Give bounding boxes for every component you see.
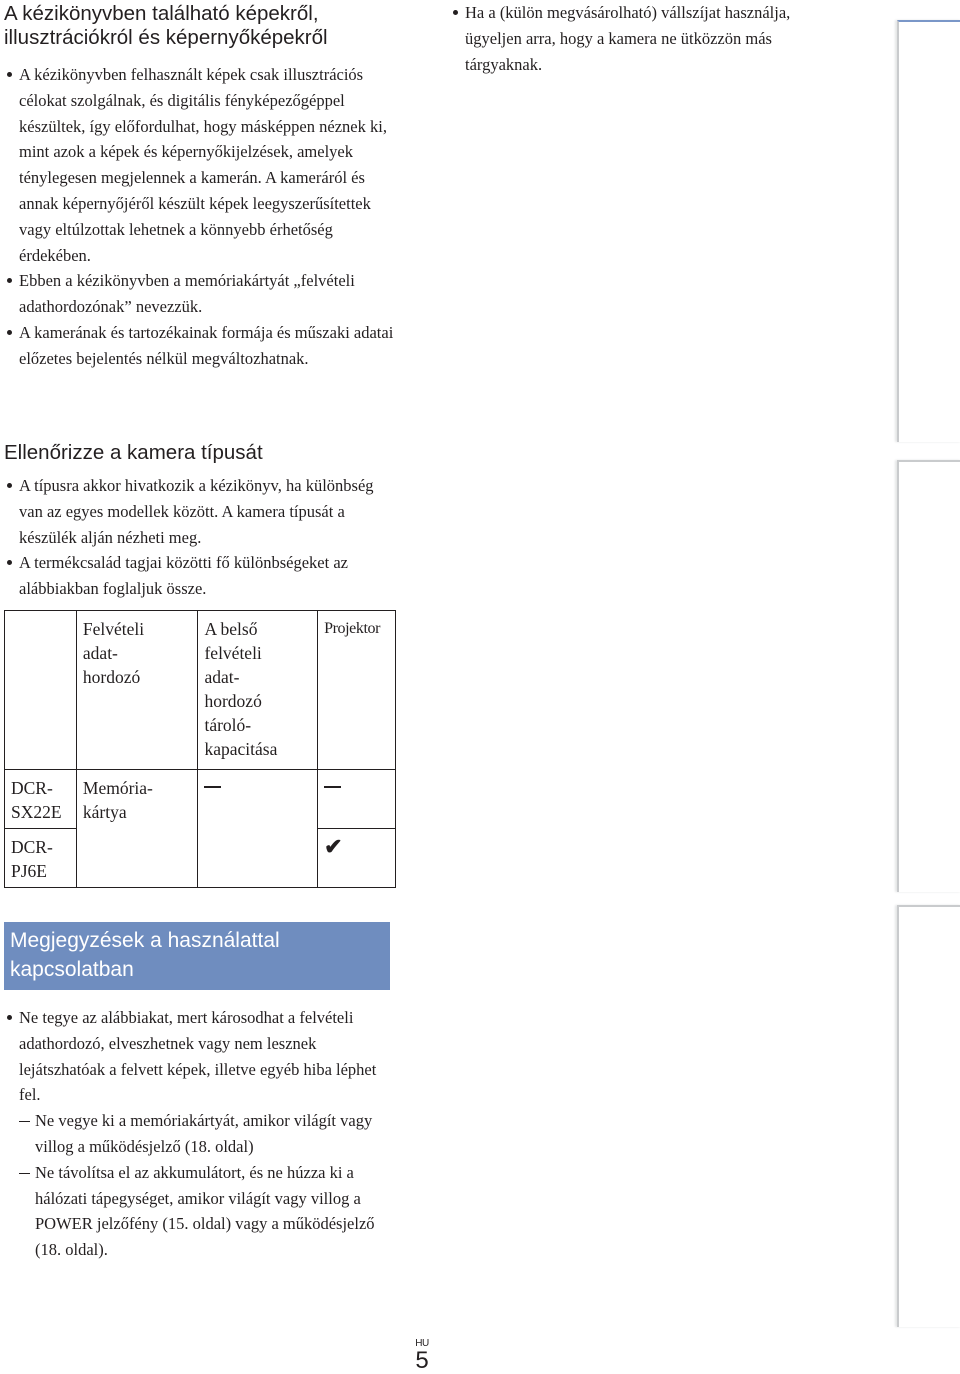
list-item: A típusra akkor hivatkozik a kézikönyv, ha különbség van az egyes modellek között. A kamera típusát a készülék alján nézheti meg. xyxy=(5,473,389,550)
list-item: A kézikönyvben felhasznált képek csak illusztrációs célokat szolgálnak, és digitális fényképezőgéppel készültek, így előfordulhat, hogy másképpen néznek ki, mint azok a képek és képernyőkijelzések, amelyek ténylegesen megjelennek a kamerán. A kameráról és annak képernyőjéről készült képek leegyszerűsítettek vagy eltúlzottak lehetnek a könnyebb érhetőség érdekében. xyxy=(5,62,397,268)
list-item: Ne tegye az alábbiakat, mert károsodhat a felvételi adathordozó, elveszhetnek vagy nem lesznek lejátszhatóak a felvett képek, illetve egyéb hiba léphet fel. Ne vegye ki a memóriakártyát, amikor világít vagy villog a működésjelző (18. oldal) Ne távolítsa el az akkumulátort, és ne húzza ki a hálózati tápegységet, amikor világít vagy villog a POWER jelzőfény (15. oldal) vagy a működésjelző (18. oldal). xyxy=(5,1005,385,1263)
table-cell-capacity xyxy=(198,770,318,888)
page-number: 5 xyxy=(415,1347,429,1374)
list-item: A kamerának és tartozékainak formája és műszaki adatai előzetes bejelentés nélkül megváltozhatnak. xyxy=(5,320,397,372)
table-cell-projector xyxy=(318,770,396,829)
table-header-projector: Projektor xyxy=(318,611,396,770)
images-bullet-list xyxy=(5,62,397,372)
side-tab-2[interactable] xyxy=(897,460,960,892)
table-cell-model: DCR- SX22E xyxy=(5,770,77,829)
table-header-capacity: A belső felvételi adat- hordozó tároló- kapacitása xyxy=(198,611,318,770)
dash-mark xyxy=(204,786,221,788)
notes-section-banner xyxy=(4,922,390,990)
dash-mark xyxy=(324,786,341,788)
heading-images xyxy=(4,2,328,50)
side-tab-3[interactable] xyxy=(897,905,960,1327)
notes-banner-line2: kapcsolatban xyxy=(10,958,134,981)
list-item: Ne távolítsa el az akkumulátort, és ne húzza ki a hálózati tápegységet, amikor világít vagy villog a POWER jelzőfény (15. oldal) vagy a működésjelző (18. oldal). xyxy=(19,1160,385,1263)
table-cell-model: DCR- PJ6E xyxy=(5,829,77,888)
table-cell-media: Memória- kártya xyxy=(76,770,198,888)
list-item: Ebben a kézikönyvben a memóriakártyát „felvételi adathordozónak” nevezzük. xyxy=(5,268,397,320)
list-item: A termékcsalád tagjai közötti fő különbségeket az alábbiakban foglaljuk össze. xyxy=(5,550,389,602)
right-bullet-list xyxy=(451,0,811,77)
notes-bullet-list xyxy=(5,1005,385,1263)
language-code: HU xyxy=(415,1338,429,1349)
notes-dash-list xyxy=(19,1108,385,1263)
heading-images-line2: illusztrációkról és képernyőképekről xyxy=(4,26,328,49)
model-comparison-table xyxy=(4,610,396,888)
table-header-media: Felvételi adat- hordozó xyxy=(76,611,198,770)
type-bullet-list xyxy=(5,473,389,602)
page-number-block xyxy=(412,1338,432,1373)
table-row xyxy=(5,770,396,829)
side-tab-strip xyxy=(895,0,960,1330)
heading-images-line1: A kézikönyvben található képekről, xyxy=(4,2,319,25)
checkmark-icon: ✔ xyxy=(324,834,343,859)
table-cell-projector xyxy=(318,829,396,888)
notes-banner-line1: Megjegyzések a használattal xyxy=(10,929,280,952)
table-header-cell-empty xyxy=(5,611,77,770)
side-tab-1[interactable] xyxy=(897,20,960,442)
table-header-row xyxy=(5,611,396,770)
list-item: Ne vegye ki a memóriakártyát, amikor világít vagy villog a működésjelző (18. oldal) xyxy=(19,1108,385,1160)
list-item: Ha a (külön megvásárolható) vállszíjat használja, ügyeljen arra, hogy a kamera ne ütközzön más tárgyaknak. xyxy=(451,0,811,77)
heading-camera-type: Ellenőrizze a kamera típusát xyxy=(4,441,263,464)
